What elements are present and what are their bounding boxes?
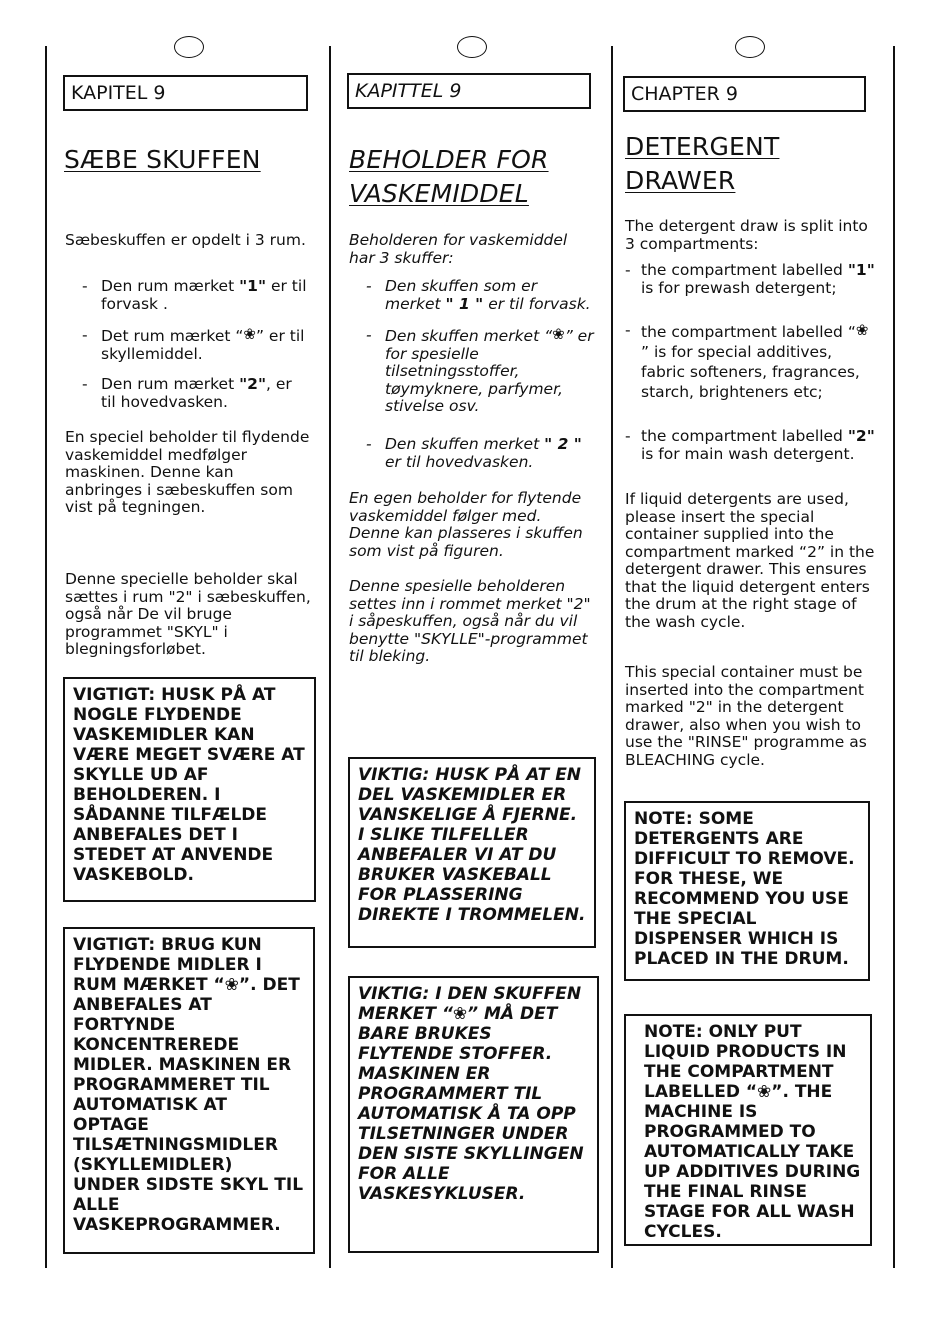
intro-text: The detergent draw is split into 3 compartments:	[625, 217, 868, 253]
note-box-2	[624, 1014, 872, 1246]
item-text: Den rum mærket	[101, 277, 240, 295]
note-text: NOTE: SOME DETERGENTS ARE DIFFICULT TO REMOVE. FOR THESE, WE RECOMMEND YOU USE THE SPECIAL DISPENSER WHICH IS PLACED IN THE DRUM.	[634, 809, 855, 969]
item-text: is for main wash detergent.	[641, 444, 855, 463]
item-text: er til forvask .	[101, 277, 307, 313]
warning-box-2	[348, 976, 599, 1253]
compartment-label: " 2 "	[544, 435, 582, 453]
bullet-dash: -	[366, 277, 372, 295]
bullet-dash: -	[625, 427, 631, 445]
note-text: NOTE: ONLY PUT LIQUID PRODUCTS IN THE COMPARTMENT	[644, 1022, 847, 1082]
compartment-label: "2"	[239, 375, 267, 393]
compartment-label: "2"	[847, 427, 875, 445]
note-box-1	[624, 801, 870, 981]
paragraph-insert-rule: Denne spesielle beholderen settes inn i rommet merket "2" i såpeskuffen, også når du vil benytte "SKYLLE"-programmet til bleking.	[349, 577, 591, 665]
language-marker-danish	[174, 36, 204, 58]
compartment-label: " 1 "	[445, 294, 484, 313]
warning-text: “❀” MÅ DET BARE BRUKES FLYTENDE STOFFER. MASKINEN ER PROGRAMMERT TIL AUTOMATISK Å TA OPP TILSETNINGER UNDER DEN SISTE SKYLLINGEN FOR ALLE VASKESYKLUSER.	[358, 1004, 584, 1204]
bullet-dash: -	[82, 326, 88, 344]
compartment-label: "1"	[239, 277, 267, 295]
item-text: er til forvask.	[483, 294, 591, 313]
column-divider-1	[329, 46, 331, 1268]
paragraph-liquid-container: If liquid detergents are used, please insert the special container supplied into the compartment marked “2” in the detergent drawer. This ensures that the liquid detergent enters the drum at the right stage of the wash cycle.	[625, 490, 875, 631]
bullet-dash: -	[366, 435, 372, 453]
item-text: ” is for special additives, fabric softeners, fragrances, starch, brighteners etc;	[641, 343, 860, 401]
title-line: DETERGENT	[625, 132, 780, 161]
column-divider-left	[45, 46, 47, 1268]
paragraph-insert-rule: This special container must be inserted into the compartment marked "2" in the detergent drawer, also when you wish to use the "RINSE" programme as BLEACHING cycle.	[625, 663, 867, 769]
item-text: er til hovedvasken.	[385, 452, 534, 471]
paragraph-liquid-container: En speciel beholder til flydende vaskemiddel medfølger maskinen. Denne kan anbringes i sæbeskuffen som vist på tegningen.	[65, 428, 310, 516]
warning-text: VIGTIGT: BRUG KUN FLYDENDE MIDLER I RUM MÆRKET	[73, 935, 262, 995]
note-text: LABELLED “❀”. THE MACHINE IS PROGRAMMED TO AUTOMATICALLY TAKE UP ADDITIVES DURING THE FINAL RINSE STAGE FOR ALL WASH CYCLES.	[644, 1082, 861, 1242]
section-title	[349, 143, 549, 211]
item-text: Den skuffen merket	[385, 435, 545, 453]
language-marker-norwegian	[457, 36, 487, 58]
bullet-dash: -	[625, 261, 631, 279]
warning-text: VIKTIG: I DEN SKUFFEN MERKET	[358, 984, 582, 1024]
item-text: the compartment labelled	[641, 427, 848, 445]
intro-text: Sæbeskuffen er opdelt i 3 rum.	[65, 231, 306, 249]
bullet-dash: -	[366, 326, 372, 344]
title-line: DRAWER	[625, 166, 736, 195]
item-text: Den rum mærket	[101, 375, 240, 393]
language-marker-english	[735, 36, 765, 58]
item-text: , er til hovedvasken.	[101, 375, 292, 411]
section-title: SÆBE SKUFFEN	[64, 145, 261, 174]
item-text: ” er til skyllemiddel.	[101, 327, 305, 363]
compartment-label: "1"	[847, 261, 875, 279]
item-text: the compartment labelled	[641, 261, 848, 279]
item-text: ” er for spesielle tilsetningsstoffer, tøymyknere, parfymer, stivelse osv.	[385, 327, 594, 415]
warning-text: VIKTIG: HUSK PÅ AT EN DEL VASKEMIDLER ER VANSKELIGE Å FJERNE. I SLIKE TILFELLER ANBEFALER VI AT DU BRUKER VASKEBALL FOR PLASSERING DIREKTE I TROMMELEN.	[358, 765, 586, 925]
flower-icon: ❀	[552, 325, 565, 343]
warning-text: “❀”. DET ANBEFALES AT FORTYNDE KONCENTREREDE MIDLER. MASKINEN ER PROGRAMMERET TIL AUTOMATISK AT OPTAGE TILSÆTNINGSMIDLER (SKYLLEMIDLER) UNDER SIDSTE SKYL TIL ALLE VASKEPROGRAMMER.	[73, 975, 304, 1235]
paragraph-insert-rule: Denne specielle beholder skal sættes i rum "2" i sæbeskuffen, også når De vil bruge programmet "SKYL" i blegningsforløbet.	[65, 570, 311, 658]
item-text: Det rum mærket “	[101, 327, 244, 345]
title-line: VASKEMIDDEL	[349, 179, 529, 208]
warning-box-1	[63, 677, 316, 902]
item-text: is for prewash detergent;	[641, 278, 837, 297]
flower-icon: ❀	[855, 321, 869, 339]
section-title	[625, 130, 779, 198]
flower-icon: ❀	[243, 325, 256, 343]
chapter-heading: KAPITEL 9	[63, 75, 308, 111]
intro-text: Beholderen for vaskemiddel har 3 skuffer:	[349, 231, 568, 267]
chapter-heading: CHAPTER 9	[623, 76, 866, 112]
warning-box-2	[63, 927, 315, 1254]
bullet-dash: -	[82, 277, 88, 295]
item-text: Den skuffen merket “	[385, 327, 553, 345]
bullet-dash: -	[625, 321, 631, 339]
column-divider-right	[893, 46, 895, 1268]
bullet-dash: -	[82, 375, 88, 393]
title-line: BEHOLDER FOR	[349, 145, 549, 174]
column-divider-2	[611, 46, 613, 1268]
warning-box-1	[348, 757, 596, 948]
item-text: the compartment labelled “	[641, 323, 856, 341]
chapter-heading: KAPITTEL 9	[347, 73, 591, 109]
warning-text: VIGTIGT: HUSK PÅ AT NOGLE FLYDENDE VASKEMIDLER KAN VÆRE MEGET SVÆRE AT SKYLLE UD AF BEHOLDEREN. I SÅDANNE TILFÆLDE ANBEFALES DET I STEDET AT ANVENDE VASKEBOLD.	[73, 685, 305, 885]
item-text: Den skuffen som er merket	[385, 277, 538, 313]
paragraph-liquid-container: En egen beholder for flytende vaskemiddel følger med. Denne kan plasseres i skuffen som vist på figuren.	[349, 489, 583, 560]
